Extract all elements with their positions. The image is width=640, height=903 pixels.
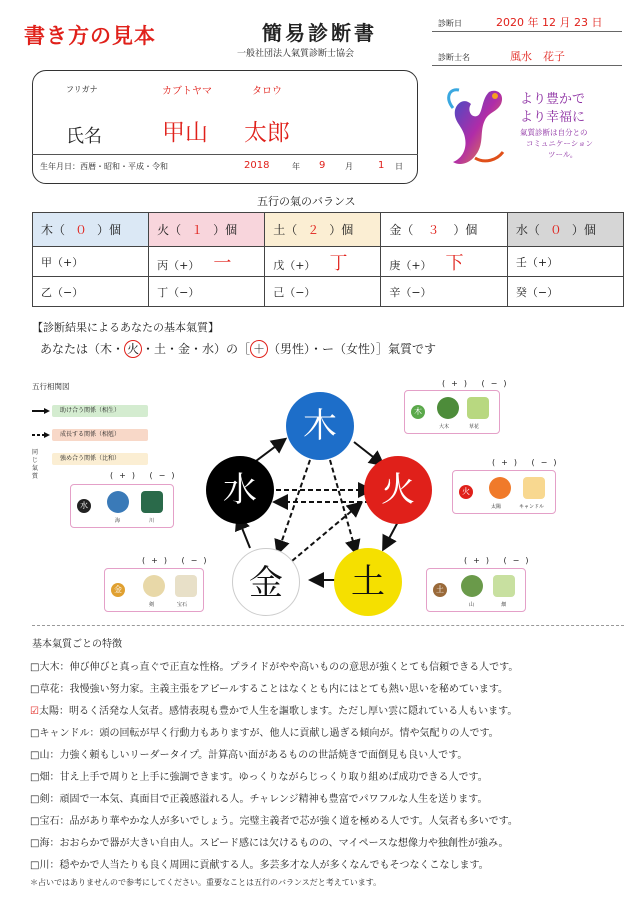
footnote: ＊占いではありませんので参考にしてください。重要なことは五行のバランスだと考えています。 (30, 878, 382, 887)
diagnostician-name: 風水 花子 (510, 50, 565, 63)
diagnostician-label: 診断士名 (438, 53, 470, 62)
birth-month: 9 (319, 160, 326, 171)
sun-icon (489, 477, 511, 499)
checked-checkbox: ☑ (30, 706, 39, 717)
fire-badge: 火 (459, 485, 473, 499)
wood-circle: 木 (286, 392, 354, 460)
candle-icon (523, 477, 545, 499)
water-badge: 水 (77, 499, 91, 513)
organization-name: 一般社団法人氣質診断士協会 (237, 49, 355, 59)
balance-cell: 丙（+） 一 (149, 247, 265, 277)
feature-item: ☑太陽：明るく活発な人気者。感情表現も豊かで人生を謳歌します。ただし厚い雲に隠れている人もいます。 (30, 706, 518, 717)
balance-header-cell: 金（ ３ ）個 (381, 213, 508, 247)
feature-item: □畑：甘え上手で周りと上手に強調できます。ゆっくりながらじっくり取り組めば成功できる人です。 (30, 772, 488, 783)
result-sentence: あなたは（木・ 火 ・土・金・水）の［ ＋ （男性）・ー（女性）］氣質です (40, 342, 437, 356)
checkbox: □ (30, 662, 40, 673)
given-name-value: 太郎 (244, 120, 290, 146)
balance-cell: 癸（−） (507, 277, 623, 307)
balance-cell: 壬（+） (507, 247, 623, 277)
sea-icon (107, 491, 129, 513)
balance-cell: 庚（+） 下 (381, 247, 508, 277)
balance-header-cell: 水（ ０ ）個 (507, 213, 623, 247)
balance-header-cell: 火（ １ ）個 (149, 213, 265, 247)
birth-year-unit: 年 (292, 162, 300, 171)
birth-month-unit: 月 (345, 162, 353, 171)
surname-value: 甲山 (162, 120, 208, 146)
furigana-surname: カブトヤマ (162, 86, 212, 97)
earth-card: 土 山 畑 (426, 568, 526, 612)
birth-day-unit: 日 (395, 162, 403, 171)
diagram-title: 五行相関図 (32, 382, 70, 391)
fire-card: 火 太陽 キャンドル (452, 470, 556, 514)
birth-day: 1 (378, 160, 385, 171)
balance-yin-row (33, 277, 624, 307)
name-box-divider (32, 154, 418, 155)
brand-tagline (520, 127, 630, 160)
feature-item: □大木：伸び伸びと真っ直ぐで正直な性格。プライドがやや高いものの意思が強くとても信頼できる人です。 (30, 662, 519, 673)
feature-item: □剣：頑固で一本気、真面目で正義感溢れる人。チャレンジ精神も豊富でパワフルな人生を送ります。 (30, 794, 488, 805)
plus-minus-label: (+) (−) (464, 556, 535, 565)
sample-label: 書き方の見本 (24, 24, 156, 48)
tagline-line-3: ツール。 (548, 150, 578, 159)
balance-header-cell: 木（ ０ ）個 (33, 213, 149, 247)
wood-badge: 木 (411, 405, 425, 419)
feature-item: □山：力強く頼もしいリーダータイプ。計算高い面があるものの世話焼きで面倒見も良い人です。 (30, 750, 468, 761)
balance-cell: 甲（+） (33, 247, 149, 277)
earth-circle: 土 (334, 548, 402, 616)
diagnostician-row (432, 46, 622, 66)
slogan-line-2: より幸福に (520, 110, 586, 125)
field-icon (493, 575, 515, 597)
tree-icon (437, 397, 459, 419)
water-card: 水 海 川 (70, 484, 174, 528)
river-icon (141, 491, 163, 513)
checkbox: □ (30, 794, 40, 805)
fire-circle: 火 (364, 456, 432, 524)
name-label: 氏名 (66, 126, 102, 147)
checkbox: □ (30, 772, 40, 783)
mountain-icon (461, 575, 483, 597)
metal-circle: 金 (232, 548, 300, 616)
diagnosis-date-value: 2020 年 12 月 23 日 (496, 16, 603, 29)
earth-badge: 土 (433, 583, 447, 597)
plus-minus-label: (+) (−) (110, 471, 181, 480)
balance-cell: 己（−） (265, 277, 381, 307)
feature-item: □草花：我慢強い努力家。主義主張をアピールすることはなくとも内にはとても熱い思いを秘めています。 (30, 684, 509, 695)
dashed-arrow-icon (32, 432, 50, 438)
birth-year: 2018 (244, 160, 270, 171)
tagline-line-1: 氣質診断は自分との (520, 128, 588, 137)
balance-table (32, 212, 624, 307)
balance-yang-row (33, 247, 624, 277)
balance-cell: 乙（−） (33, 277, 149, 307)
slogan-line-1: より豊かで (520, 92, 586, 107)
flower-icon (467, 397, 489, 419)
balance-header-row (33, 213, 624, 247)
solid-arrow-icon (32, 408, 50, 414)
checkbox: □ (30, 816, 40, 827)
plus-minus-label: (+) (−) (492, 458, 563, 467)
balance-cell: 丁（−） (149, 277, 265, 307)
checkbox: □ (30, 750, 40, 761)
gem-icon (175, 575, 197, 597)
checkbox: □ (30, 684, 40, 695)
balance-cell: 戊（+） 丁 (265, 247, 381, 277)
birth-date-label: 生年月日：西暦・昭和・平成・令和 (40, 162, 168, 171)
furigana-label: フリガナ (66, 85, 98, 94)
feature-item: □海：おおらかで器が大きい自由人。スピード感には欠けるものの、マイペースな想像力や独創性が強み。 (30, 838, 509, 849)
feature-item: □キャンドル：頭の回転が早く行動力もありますが、他人に貢献し過ぎる傾向が。情や気配りの人です。 (30, 728, 499, 739)
tagline-line-2: コミュニケーション (526, 139, 594, 148)
plus-minus-label: (+) (−) (442, 379, 513, 388)
diagnosis-date-label: 診断日 (438, 19, 462, 28)
furigana-given: タロウ (252, 86, 282, 97)
balance-cell: 辛（−） (381, 277, 508, 307)
section-divider (32, 625, 624, 626)
selected-polarity-circle: ＋ (250, 340, 268, 358)
checkbox: □ (30, 728, 40, 739)
feature-item: □宝石：品があり華やかな人が多いでしょう。完璧主義者で芯が強く道を極める人です。人気者も多いです。 (30, 816, 518, 827)
feature-item: □川：穏やかで人当たりも良く周囲に貢献する人。多芸多才な人が多くなんでもそつなくこなします。 (30, 860, 489, 871)
wood-card: 木 大木 草花 (404, 390, 500, 434)
selected-element-circle: 火 (124, 340, 142, 358)
metal-card: 金 剣 宝石 (104, 568, 204, 612)
checkbox: □ (30, 838, 40, 849)
balance-title: 五行の氣のバランス (257, 195, 356, 208)
result-title: 【診断結果によるあなたの基本氣質】 (32, 321, 219, 334)
same-temperament-label: 同じ 氣質 (32, 449, 39, 480)
features-title: 基本氣質ごとの特徴 (32, 639, 122, 650)
brand-slogan (520, 91, 585, 127)
sword-icon (143, 575, 165, 597)
metal-badge: 金 (111, 583, 125, 597)
plus-minus-label: (+) (−) (142, 556, 213, 565)
diagnosis-date-row (432, 12, 622, 32)
checkbox: □ (30, 860, 40, 871)
document-title: 簡易診断書 (262, 21, 377, 45)
water-circle: 水 (206, 456, 274, 524)
balance-header-cell: 土（ ２ ）個 (265, 213, 381, 247)
phoenix-logo-icon (445, 78, 517, 170)
